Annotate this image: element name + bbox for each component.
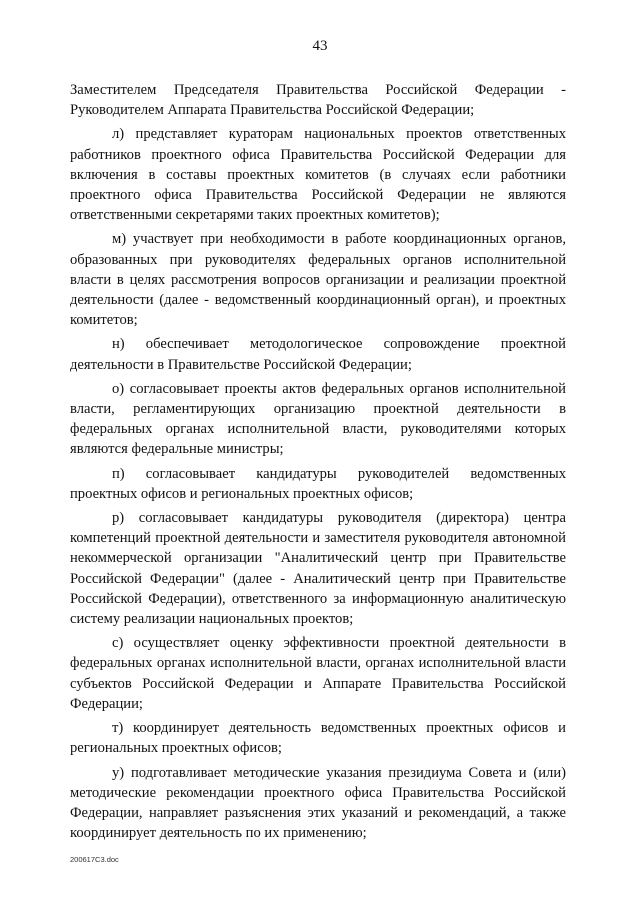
document-body (70, 80, 566, 847)
paragraph-item-u: у) подготавливает методические указания президиума Совета и (или) методические рекомендации проектного офиса Правительства Российской Федерации, направляет разъяснения этих указаний и рекомендаций, а также координирует деятельность по их применению; (70, 764, 566, 842)
paragraph-item-n: н) обеспечивает методологическое сопровождение проектной деятельности в Правительстве Российской Федерации; (70, 336, 566, 373)
page-number: 43 (312, 38, 328, 54)
paragraph-item-m: м) участвует при необходимости в работе координационных органов, образованных при руководителях федеральных органов исполнительной власти в целях рассмотрения вопросов организации и реализации проектной деятельности (далее - ведомственный координационный орган), и проектных комитетов; (70, 231, 566, 329)
paragraph-item-p: п) согласовывает кандидатуры руководителей ведомственных проектных офисов и региональных проектных офисов; (70, 465, 566, 502)
paragraph-item-l: л) представляет кураторам национальных проектов ответственных работников проектного офиса Правительства Российской Федерации для включения в составы проектных комитетов (в случаях если работники проектного офиса Правительства Российской Федерации не являются ответственными секретарями таких проектных комитетов); (70, 126, 566, 224)
paragraph-item-o: о) согласовывает проекты актов федеральных органов исполнительной власти, регламентирующих организацию проектной деятельности в федеральных органах исполнительной власти, руководителями которых являются федеральные министры; (70, 380, 566, 458)
paragraph-item-s: с) осуществляет оценку эффективности проектной деятельности в федеральных органах исполнительной власти, органах исполнительной власти субъектов Российской Федерации и Аппарате Правительства Российской Федерации; (70, 635, 566, 712)
paragraph-continuation: Заместителем Председателя Правительства Российской Федерации - Руководителем Аппарата Правительства Российской Федерации; (70, 82, 566, 119)
paragraph-item-t: т) координирует деятельность ведомственных проектных офисов и региональных проектных офисов; (70, 720, 566, 757)
paragraph-item-r: р) согласовывает кандидатуры руководителя (директора) центра компетенций проектной деятельности и заместителя руководителя автономной некоммерческой организации "Аналитический центр при Правительстве Российской Федерации" (далее - Аналитический центр при Правительстве Российской Федерации), ответственного за информационную аналитическую систему реализации национальных проектов; (70, 510, 566, 628)
document-filename-footer: 200617C3.doc (70, 855, 119, 864)
